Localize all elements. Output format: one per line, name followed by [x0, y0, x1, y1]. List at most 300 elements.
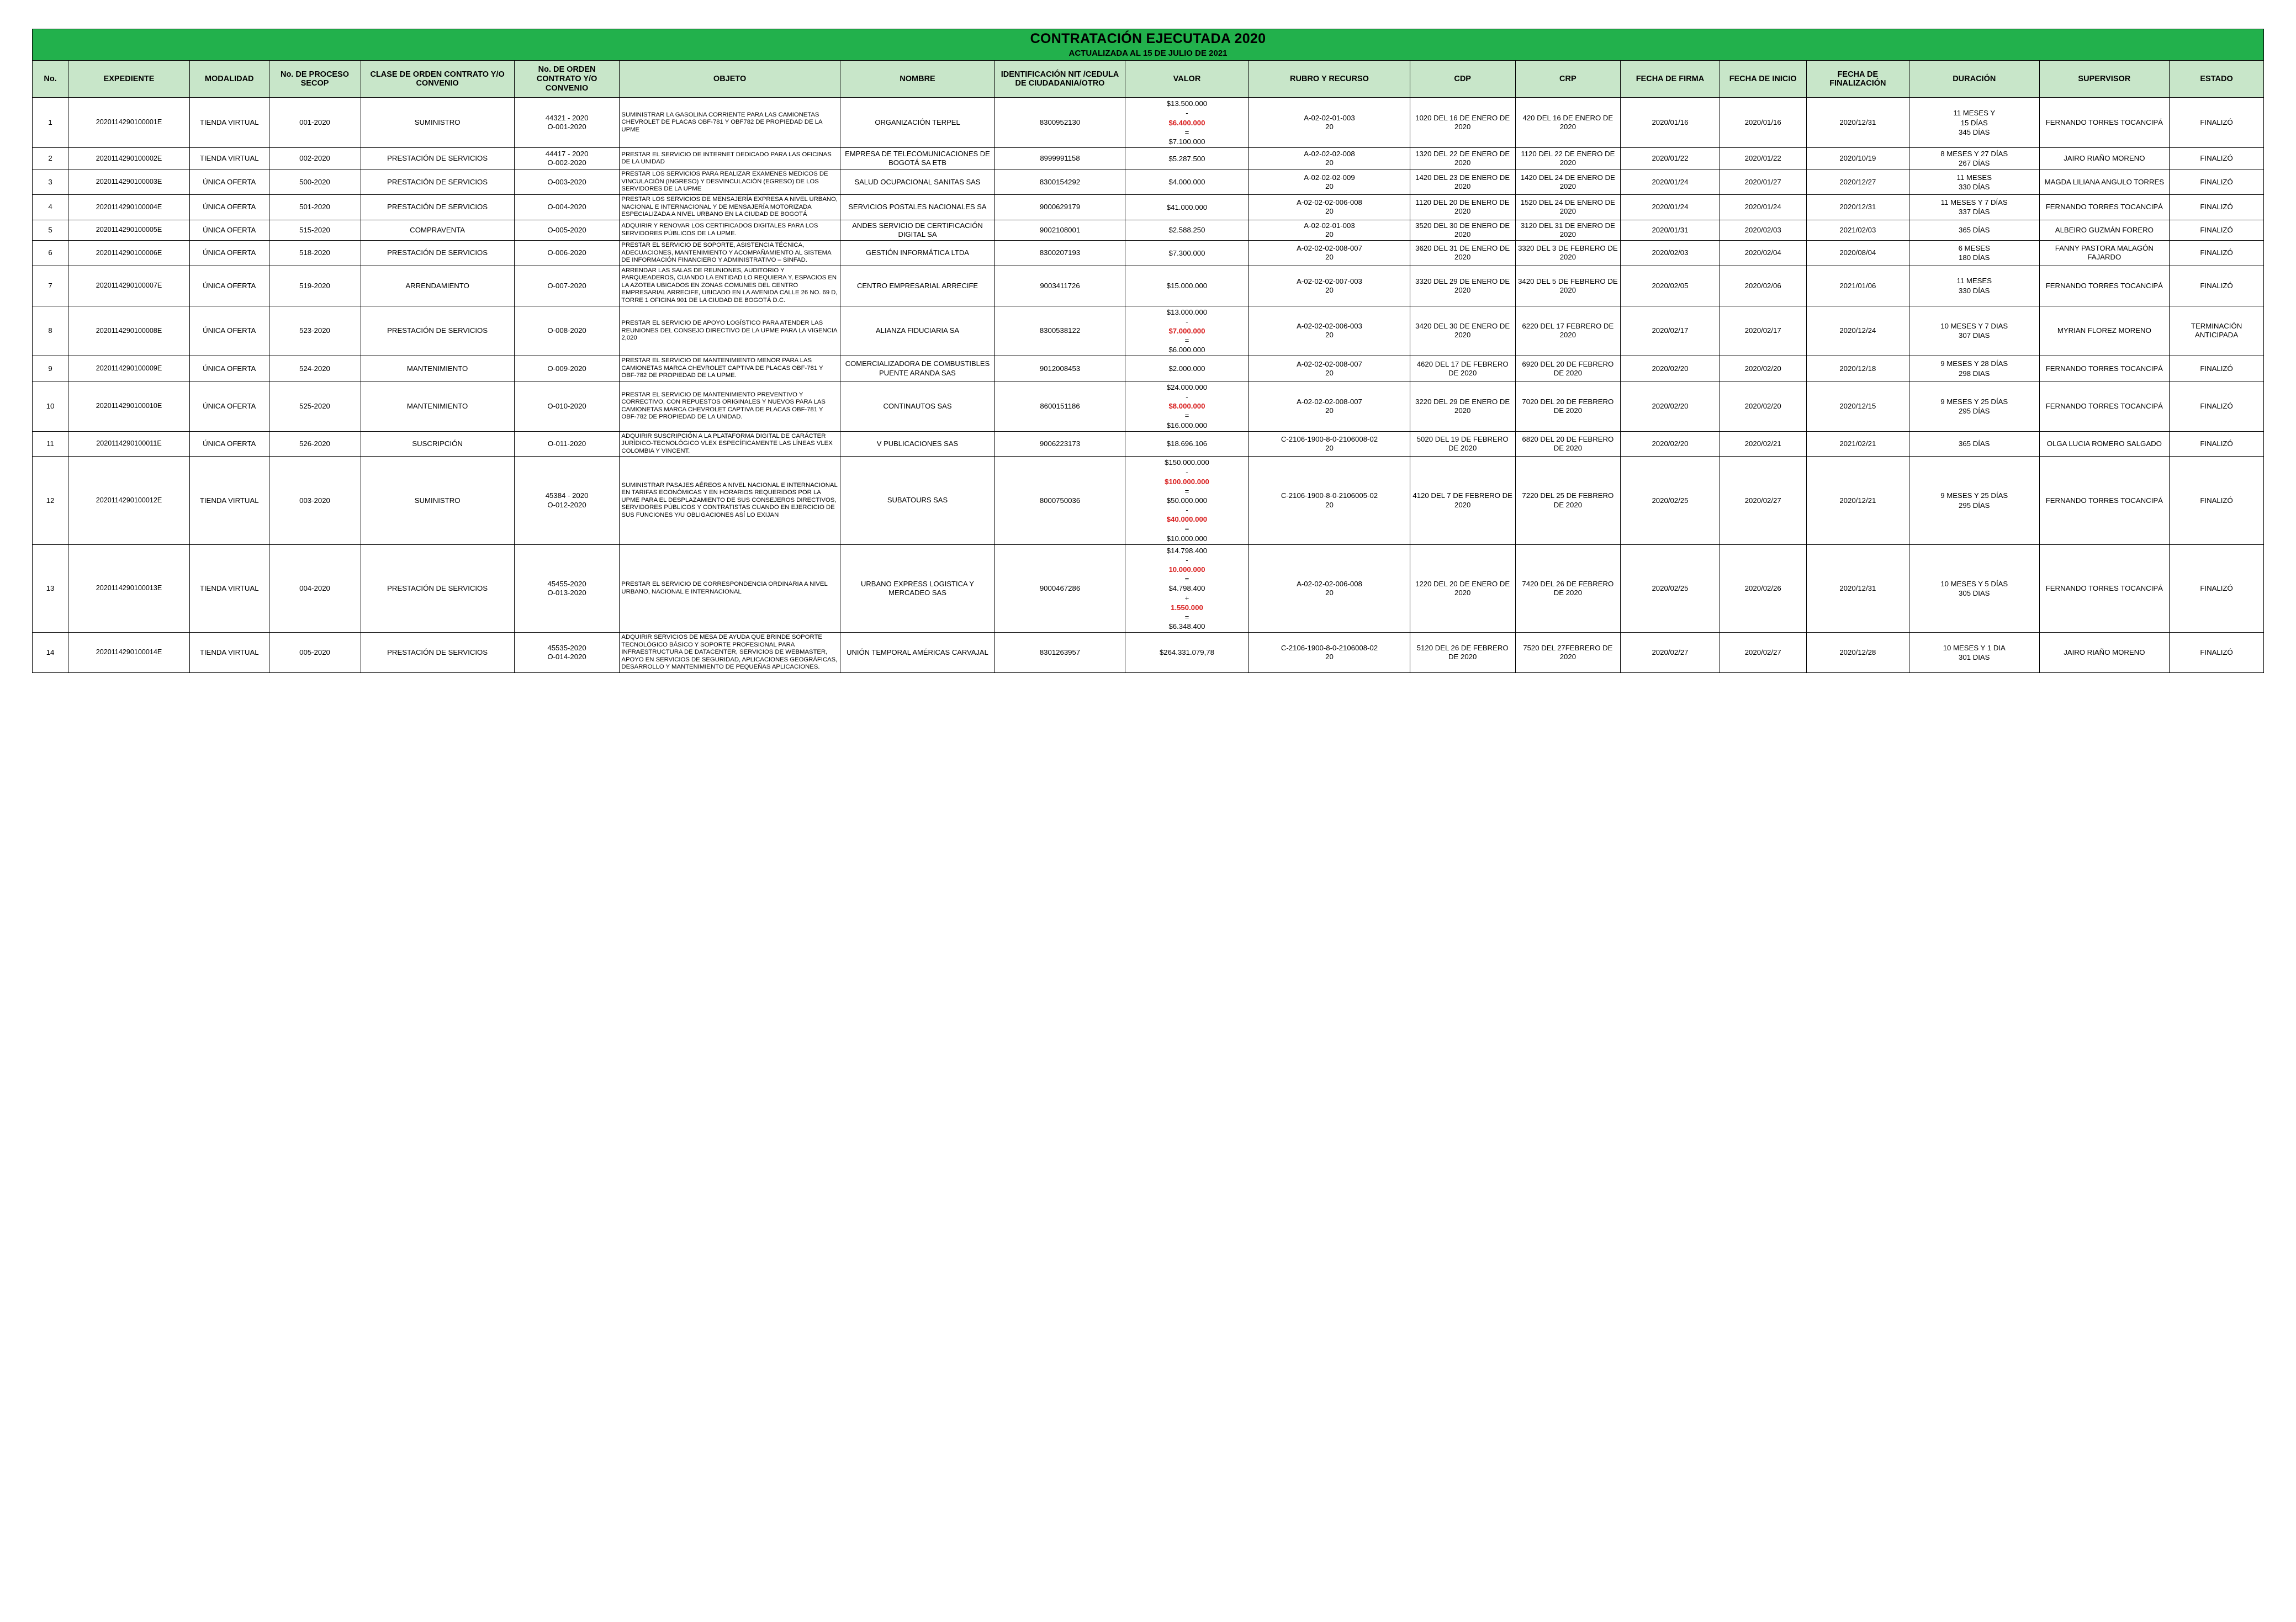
cell-secop: 515-2020: [269, 220, 361, 241]
cell-expediente: 2020114290100003E: [68, 169, 190, 195]
cell-orden: 45535-2020 O-014-2020: [514, 633, 620, 673]
cell-fecha-inicio: 2020/01/27: [1720, 169, 1806, 195]
cell-nombre: SUBATOURS SAS: [840, 457, 994, 544]
cell-rubro: A-02-02-02-006-008 20: [1249, 194, 1410, 220]
table-row: [33, 169, 2264, 195]
cell-nombre: ALIANZA FIDUCIARIA SA: [840, 306, 994, 356]
table-row: [33, 266, 2264, 306]
cell-orden: 45384 - 2020 O-012-2020: [514, 457, 620, 544]
cell-expediente: 2020114290100002E: [68, 148, 190, 169]
col-header-expediente: EXPEDIENTE: [68, 61, 190, 98]
cell-cdp: 3220 DEL 29 DE ENERO DE 2020: [1410, 381, 1515, 431]
valor-line: -: [1186, 317, 1188, 326]
cell-supervisor: FERNANDO TORRES TOCANCIPÁ: [2039, 381, 2170, 431]
cell-fecha-firma: 2020/02/17: [1621, 306, 1720, 356]
cell-expediente: 2020114290100013E: [68, 544, 190, 632]
table-header: [33, 61, 2264, 98]
cell-nombre: EMPRESA DE TELECOMUNICACIONES DE BOGOTÁ SA ETB: [840, 148, 994, 169]
cell-expediente: 2020114290100004E: [68, 194, 190, 220]
cell-duracion: 9 MESES Y 28 DÍAS 298 DIAS: [1909, 356, 2039, 381]
col-header-crp: CRP: [1515, 61, 1621, 98]
document-title-cell: [33, 29, 2264, 61]
cell-crp: 6820 DEL 20 DE FEBRERO DE 2020: [1515, 431, 1621, 457]
cell-expediente: 2020114290100012E: [68, 457, 190, 544]
cell-secop: 004-2020: [269, 544, 361, 632]
cell-nombre: UNIÓN TEMPORAL AMÉRICAS CARVAJAL: [840, 633, 994, 673]
cell-crp: 1520 DEL 24 DE ENERO DE 2020: [1515, 194, 1621, 220]
cell-clase: SUSCRIPCIÓN: [361, 431, 514, 457]
cell-fecha-inicio: 2020/02/27: [1720, 457, 1806, 544]
cell-valor: [1125, 381, 1248, 431]
cell-secop: 519-2020: [269, 266, 361, 306]
cell-orden: O-007-2020: [514, 266, 620, 306]
cell-fecha-firma: 2020/02/20: [1621, 431, 1720, 457]
cell-orden: O-009-2020: [514, 356, 620, 381]
cell-identificacion: 8999991158: [995, 148, 1125, 169]
cell-identificacion: 8600151186: [995, 381, 1125, 431]
cell-rubro: C-2106-1900-8-0-2106005-02 20: [1249, 457, 1410, 544]
cell-fecha-finalizacion: 2020/12/15: [1806, 381, 1909, 431]
cell-valor: [1125, 169, 1248, 195]
cell-nombre: SERVICIOS POSTALES NACIONALES SA: [840, 194, 994, 220]
cell-orden: 45455-2020 O-013-2020: [514, 544, 620, 632]
cell-estado: FINALIZÓ: [2170, 381, 2264, 431]
cell-nombre: ANDES SERVICIO DE CERTIFICACIÓN DIGITAL SA: [840, 220, 994, 241]
cell-crp: 1420 DEL 24 DE ENERO DE 2020: [1515, 169, 1621, 195]
cell-clase: PRESTACIÓN DE SERVICIOS: [361, 148, 514, 169]
cell-objeto: PRESTAR LOS SERVICIOS DE MENSAJERÍA EXPRESA A NIVEL URBANO, NACIONAL E INTERNACIONAL Y DE MENSAJERÍA MOTORIZADA ESPECIALIZADA A NIVEL URBANO EN LA CIUDAD DE BOGOTÁ: [620, 194, 840, 220]
cell-duracion: 365 DÍAS: [1909, 431, 2039, 457]
valor-line: -: [1186, 506, 1188, 515]
cell-fecha-inicio: 2020/02/26: [1720, 544, 1806, 632]
cell-fecha-finalizacion: 2020/12/28: [1806, 633, 1909, 673]
cell-rubro: A-02-02-02-006-003 20: [1249, 306, 1410, 356]
cell-orden: O-005-2020: [514, 220, 620, 241]
cell-secop: 003-2020: [269, 457, 361, 544]
cell-fecha-finalizacion: 2020/12/21: [1806, 457, 1909, 544]
cell-supervisor: ALBEIRO GUZMÁN FORERO: [2039, 220, 2170, 241]
cell-nombre: COMERCIALIZADORA DE COMBUSTIBLES PUENTE ARANDA SAS: [840, 356, 994, 381]
valor-line: $50.000.000: [1166, 496, 1208, 505]
cell-supervisor: FERNANDO TORRES TOCANCIPÁ: [2039, 266, 2170, 306]
cell-estado: FINALIZÓ: [2170, 457, 2264, 544]
cell-fecha-finalizacion: 2020/10/19: [1806, 148, 1909, 169]
valor-line: $40.000.000: [1166, 515, 1208, 524]
table-row: [33, 544, 2264, 632]
cell-objeto: PRESTAR EL SERVICIO DE SOPORTE, ASISTENCIA TÉCNICA, ADECUACIONES, MANTENIMIENTO Y ACOMPAÑAMIENTO AL SISTEMA DE INFORMACIÓN FINANCIERO Y ADMINISTRATIVO – SINFAD.: [620, 241, 840, 266]
cell-duracion: 11 MESES Y 15 DÍAS 345 DÍAS: [1909, 98, 2039, 148]
cell-no: 8: [33, 306, 68, 356]
cell-fecha-finalizacion: 2021/02/03: [1806, 220, 1909, 241]
cell-fecha-inicio: 2020/01/24: [1720, 194, 1806, 220]
cell-estado: FINALIZÓ: [2170, 98, 2264, 148]
cell-fecha-firma: 2020/02/25: [1621, 544, 1720, 632]
cell-clase: PRESTACIÓN DE SERVICIOS: [361, 306, 514, 356]
cell-identificacion: 9006223173: [995, 431, 1125, 457]
cell-duracion: 6 MESES 180 DÍAS: [1909, 241, 2039, 266]
valor-line: -: [1186, 109, 1188, 118]
cell-fecha-inicio: 2020/02/03: [1720, 220, 1806, 241]
cell-valor: [1125, 98, 1248, 148]
cell-objeto: PRESTAR LOS SERVICIOS PARA REALIZAR EXAMENES MEDICOS DE VINCULACIÓN (INGRESO) Y DESVINCULACIÓN (EGRESO) DE LOS SERVIDORES DE LA UPME: [620, 169, 840, 195]
col-header-secop: No. DE PROCESO SECOP: [269, 61, 361, 98]
cell-supervisor: FERNANDO TORRES TOCANCIPÁ: [2039, 457, 2170, 544]
cell-valor: [1125, 194, 1248, 220]
cell-estado: FINALIZÓ: [2170, 220, 2264, 241]
cell-clase: COMPRAVENTA: [361, 220, 514, 241]
cell-supervisor: JAIRO RIAÑO MORENO: [2039, 148, 2170, 169]
cell-identificacion: 9002108001: [995, 220, 1125, 241]
cell-fecha-finalizacion: 2020/12/24: [1806, 306, 1909, 356]
cell-crp: 1120 DEL 22 DE ENERO DE 2020: [1515, 148, 1621, 169]
table-row: [33, 431, 2264, 457]
table-row: [33, 220, 2264, 241]
valor-line: -: [1186, 468, 1188, 476]
valor-line: =: [1184, 524, 1189, 533]
col-header-fecha-firma: FECHA DE FIRMA: [1621, 61, 1720, 98]
cell-crp: 7520 DEL 27FEBRERO DE 2020: [1515, 633, 1621, 673]
valor-line: $100.000.000: [1165, 477, 1209, 486]
cell-identificacion: 9012008453: [995, 356, 1125, 381]
cell-cdp: 4120 DEL 7 DE FEBRERO DE 2020: [1410, 457, 1515, 544]
cell-supervisor: FERNANDO TORRES TOCANCIPÁ: [2039, 544, 2170, 632]
cell-duracion: 10 MESES Y 5 DÍAS 305 DIAS: [1909, 544, 2039, 632]
valor-line: $15.000.000: [1166, 282, 1208, 290]
cell-valor: [1125, 148, 1248, 169]
cell-objeto: ARRENDAR LAS SALAS DE REUNIONES, AUDITORIO Y PARQUEADEROS, CUANDO LA ENTIDAD LO REQUIERA Y, ESPACIOS EN LA AZOTEA UBICADOS EN ZONAS COMUNES DEL CENTRO EMPRESARIAL ARRECIFE, UBICADO EN LA AVENIDA CALLE 26 NO. 69 D, TORRE 1 OFICINA 901 DE LA CIUDAD DE BOGOTÁ D.C.: [620, 266, 840, 306]
cell-no: 5: [33, 220, 68, 241]
cell-fecha-firma: 2020/01/16: [1621, 98, 1720, 148]
cell-expediente: 2020114290100005E: [68, 220, 190, 241]
valor-line: $264.331.079,78: [1159, 648, 1214, 657]
cell-crp: 7420 DEL 26 DE FEBRERO DE 2020: [1515, 544, 1621, 632]
cell-modalidad: ÚNICA OFERTA: [189, 266, 269, 306]
cell-estado: FINALIZÓ: [2170, 266, 2264, 306]
cell-objeto: ADQUIRIR SUSCRIPCIÓN A LA PLATAFORMA DIGITAL DE CARÁCTER JURÍDICO-TECNOLÓGICO VLEX ESPECÍFICAMENTE LAS LÍNEAS VLEX COLOMBIA Y VINCENT.: [620, 431, 840, 457]
valor-line: =: [1184, 612, 1189, 621]
cell-identificacion: 9000629179: [995, 194, 1125, 220]
cell-cdp: 1020 DEL 16 DE ENERO DE 2020: [1410, 98, 1515, 148]
cell-supervisor: MAGDA LILIANA ANGULO TORRES: [2039, 169, 2170, 195]
col-header-rubro: RUBRO Y RECURSO: [1249, 61, 1410, 98]
table-row: [33, 148, 2264, 169]
cell-objeto: PRESTAR EL SERVICIO DE APOYO LOGÍSTICO PARA ATENDER LAS REUNIONES DEL CONSEJO DIRECTIVO DE LA UPME PARA LA VIGENCIA 2,020: [620, 306, 840, 356]
cell-valor: [1125, 266, 1248, 306]
cell-fecha-firma: 2020/02/25: [1621, 457, 1720, 544]
cell-fecha-inicio: 2020/02/06: [1720, 266, 1806, 306]
cell-valor: [1125, 241, 1248, 266]
valor-line: =: [1184, 575, 1189, 584]
cell-modalidad: TIENDA VIRTUAL: [189, 98, 269, 148]
cell-expediente: 2020114290100010E: [68, 381, 190, 431]
cell-fecha-firma: 2020/02/05: [1621, 266, 1720, 306]
cell-secop: 002-2020: [269, 148, 361, 169]
cell-estado: TERMINACIÓN ANTICIPADA: [2170, 306, 2264, 356]
valor-line: -: [1186, 393, 1188, 401]
table-row: [33, 356, 2264, 381]
valor-line: $150.000.000: [1165, 458, 1209, 467]
cell-orden: O-008-2020: [514, 306, 620, 356]
cell-supervisor: MYRIAN FLOREZ MORENO: [2039, 306, 2170, 356]
cell-modalidad: ÚNICA OFERTA: [189, 241, 269, 266]
col-header-orden: No. DE ORDEN CONTRATO Y/O CONVENIO: [514, 61, 620, 98]
cell-crp: 3320 DEL 3 DE FEBRERO DE 2020: [1515, 241, 1621, 266]
table-row: [33, 633, 2264, 673]
cell-nombre: CENTRO EMPRESARIAL ARRECIFE: [840, 266, 994, 306]
cell-duracion: 10 MESES Y 1 DIA 301 DIAS: [1909, 633, 2039, 673]
cell-crp: 6220 DEL 17 FEBRERO DE 2020: [1515, 306, 1621, 356]
cell-cdp: 4620 DEL 17 DE FEBRERO DE 2020: [1410, 356, 1515, 381]
cell-fecha-inicio: 2020/01/22: [1720, 148, 1806, 169]
col-header-fecha-inicio: FECHA DE INICIO: [1720, 61, 1806, 98]
col-header-clase: CLASE DE ORDEN CONTRATO Y/O CONVENIO: [361, 61, 514, 98]
valor-line: $2.588.250: [1168, 226, 1205, 235]
valor-line: $18.696.106: [1166, 439, 1208, 448]
cell-objeto: ADQUIRIR SERVICIOS DE MESA DE AYUDA QUE BRINDE SOPORTE TECNOLÓGICO BÁSICO Y SOPORTE PROFESIONAL PARA INFRAESTRUCTURA DE DATACENTER, SERVICIOS DE WEBMASTER, APOYO EN SERVICIOS DE SEGURIDAD, APLICACIONES GEOGRÁFICAS, DESARROLLO Y MANTENIMIENTO DE PEQUEÑAS APLICACIONES.: [620, 633, 840, 673]
cell-supervisor: FERNANDO TORRES TOCANCIPÁ: [2039, 98, 2170, 148]
cell-clase: ARRENDAMIENTO: [361, 266, 514, 306]
cell-orden: 44417 - 2020 O-002-2020: [514, 148, 620, 169]
cell-valor: [1125, 220, 1248, 241]
cell-no: 7: [33, 266, 68, 306]
table-row: [33, 381, 2264, 431]
table-row: [33, 457, 2264, 544]
cell-fecha-inicio: 2020/02/04: [1720, 241, 1806, 266]
cell-supervisor: OLGA LUCIA ROMERO SALGADO: [2039, 431, 2170, 457]
cell-estado: FINALIZÓ: [2170, 148, 2264, 169]
valor-line: $7.100.000: [1168, 137, 1205, 146]
cell-expediente: 2020114290100009E: [68, 356, 190, 381]
cell-no: 9: [33, 356, 68, 381]
cell-valor: [1125, 544, 1248, 632]
cell-secop: 501-2020: [269, 194, 361, 220]
valor-line: $4.000.000: [1168, 178, 1205, 187]
cell-estado: FINALIZÓ: [2170, 633, 2264, 673]
cell-fecha-finalizacion: 2020/08/04: [1806, 241, 1909, 266]
cell-fecha-inicio: 2020/02/20: [1720, 356, 1806, 381]
valor-line: $13.500.000: [1166, 99, 1208, 108]
cell-clase: SUMINISTRO: [361, 457, 514, 544]
col-header-modalidad: MODALIDAD: [189, 61, 269, 98]
col-header-cdp: CDP: [1410, 61, 1515, 98]
cell-objeto: SUMINISTRAR LA GASOLINA CORRIENTE PARA LAS CAMIONETAS CHEVROLET DE PLACAS OBF-781 Y OBF782 DE PROPIEDAD DE LA UPME: [620, 98, 840, 148]
cell-rubro: A-02-02-02-008-007 20: [1249, 356, 1410, 381]
document-subtitle: ACTUALIZADA AL 15 DE JULIO DE 2021: [1068, 49, 1228, 59]
valor-line: $6.348.400: [1168, 622, 1205, 630]
cell-rubro: A-02-02-02-008-007 20: [1249, 381, 1410, 431]
cell-fecha-firma: 2020/01/24: [1621, 194, 1720, 220]
valor-line: $5.287.500: [1168, 154, 1205, 163]
cell-fecha-inicio: 2020/02/21: [1720, 431, 1806, 457]
cell-fecha-firma: 2020/02/27: [1621, 633, 1720, 673]
col-header-estado: ESTADO: [2170, 61, 2264, 98]
cell-orden: O-004-2020: [514, 194, 620, 220]
cell-rubro: A-02-02-02-008 20: [1249, 148, 1410, 169]
cell-valor: [1125, 633, 1248, 673]
cell-modalidad: TIENDA VIRTUAL: [189, 633, 269, 673]
cell-fecha-firma: 2020/02/20: [1621, 356, 1720, 381]
cell-secop: 523-2020: [269, 306, 361, 356]
cell-supervisor: FANNY PASTORA MALAGÓN FAJARDO: [2039, 241, 2170, 266]
cell-no: 11: [33, 431, 68, 457]
valor-line: $8.000.000: [1168, 402, 1205, 411]
cell-fecha-finalizacion: 2021/01/06: [1806, 266, 1909, 306]
cell-identificacion: 8300538122: [995, 306, 1125, 356]
cell-expediente: 2020114290100014E: [68, 633, 190, 673]
cell-estado: FINALIZÓ: [2170, 544, 2264, 632]
cell-objeto: ADQUIRIR Y RENOVAR LOS CERTIFICADOS DIGITALES PARA LOS SERVIDORES PÚBLICOS DE LA UPME.: [620, 220, 840, 241]
cell-estado: FINALIZÓ: [2170, 431, 2264, 457]
cell-estado: FINALIZÓ: [2170, 356, 2264, 381]
cell-fecha-firma: 2020/01/22: [1621, 148, 1720, 169]
valor-line: 10.000.000: [1168, 565, 1205, 574]
cell-nombre: V PUBLICACIONES SAS: [840, 431, 994, 457]
cell-duracion: 8 MESES Y 27 DÍAS 267 DÍAS: [1909, 148, 2039, 169]
cell-fecha-inicio: 2020/01/16: [1720, 98, 1806, 148]
valor-line: =: [1184, 128, 1189, 136]
cell-fecha-inicio: 2020/02/27: [1720, 633, 1806, 673]
cell-expediente: 2020114290100011E: [68, 431, 190, 457]
cell-expediente: 2020114290100001E: [68, 98, 190, 148]
valor-line: +: [1184, 593, 1189, 602]
cell-clase: MANTENIMIENTO: [361, 356, 514, 381]
cell-duracion: 11 MESES Y 7 DÍAS 337 DÍAS: [1909, 194, 2039, 220]
cell-clase: PRESTACIÓN DE SERVICIOS: [361, 169, 514, 195]
cell-identificacion: 8000750036: [995, 457, 1125, 544]
cell-secop: 500-2020: [269, 169, 361, 195]
col-header-supervisor: SUPERVISOR: [2039, 61, 2170, 98]
cell-clase: PRESTACIÓN DE SERVICIOS: [361, 544, 514, 632]
cell-cdp: 1320 DEL 22 DE ENERO DE 2020: [1410, 148, 1515, 169]
cell-modalidad: TIENDA VIRTUAL: [189, 457, 269, 544]
cell-identificacion: 8300207193: [995, 241, 1125, 266]
table-body: [33, 98, 2264, 673]
valor-line: $16.000.000: [1166, 421, 1208, 430]
cell-estado: FINALIZÓ: [2170, 241, 2264, 266]
cell-rubro: C-2106-1900-8-0-2106008-02 20: [1249, 431, 1410, 457]
cell-orden: O-006-2020: [514, 241, 620, 266]
cell-rubro: A-02-02-02-009 20: [1249, 169, 1410, 195]
cell-rubro: A-02-02-02-007-003 20: [1249, 266, 1410, 306]
cell-modalidad: ÚNICA OFERTA: [189, 194, 269, 220]
cell-valor: [1125, 356, 1248, 381]
valor-line: -: [1186, 555, 1188, 564]
cell-fecha-inicio: 2020/02/20: [1720, 381, 1806, 431]
cell-cdp: 3520 DEL 30 DE ENERO DE 2020: [1410, 220, 1515, 241]
cell-nombre: GESTIÓN INFORMÁTICA LTDA: [840, 241, 994, 266]
valor-line: $7.000.000: [1168, 326, 1205, 335]
table-row: [33, 306, 2264, 356]
valor-line: 1.550.000: [1171, 603, 1203, 612]
cell-identificacion: 9003411726: [995, 266, 1125, 306]
cell-orden: O-011-2020: [514, 431, 620, 457]
contracts-table: [32, 29, 2264, 673]
cell-expediente: 2020114290100007E: [68, 266, 190, 306]
cell-objeto: SUMINISTRAR PASAJES AÉREOS A NIVEL NACIONAL E INTERNACIONAL EN TARIFAS ECONÓMICAS Y EN HORARIOS REQUERIDOS POR LA UPME PARA EL DESPLAZAMIENTO DE SUS CONSEJEROS DIRECTIVOS, SERVIDORES PÚBLICOS Y CONTRATISTAS CUANDO EN EJERCICIO DE SUS FUNCIONES Y/U OBLIGACIONES ASÍ LO EXIJAN: [620, 457, 840, 544]
cell-crp: 420 DEL 16 DE ENERO DE 2020: [1515, 98, 1621, 148]
table-row: [33, 194, 2264, 220]
valor-line: $6.400.000: [1168, 118, 1205, 127]
cell-clase: PRESTACIÓN DE SERVICIOS: [361, 633, 514, 673]
document-title: CONTRATACIÓN EJECUTADA 2020: [1030, 31, 1266, 46]
valor-line: $7.300.000: [1168, 248, 1205, 257]
cell-rubro: A-02-02-01-003 20: [1249, 98, 1410, 148]
cell-estado: FINALIZÓ: [2170, 194, 2264, 220]
cell-cdp: 5120 DEL 26 DE FEBRERO DE 2020: [1410, 633, 1515, 673]
cell-modalidad: TIENDA VIRTUAL: [189, 544, 269, 632]
cell-objeto: PRESTAR EL SERVICIO DE MANTENIMIENTO MENOR PARA LAS CAMIONETAS MARCA CHEVROLET CAPTIVA DE PLACAS OBF-781 Y OBF-782 DE PROPIEDAD DE LA UPME.: [620, 356, 840, 381]
cell-modalidad: ÚNICA OFERTA: [189, 169, 269, 195]
valor-line: =: [1184, 411, 1189, 420]
col-header-objeto: OBJETO: [620, 61, 840, 98]
cell-modalidad: ÚNICA OFERTA: [189, 381, 269, 431]
cell-secop: 525-2020: [269, 381, 361, 431]
valor-line: $24.000.000: [1166, 383, 1208, 391]
cell-crp: 3420 DEL 5 DE FEBRERO DE 2020: [1515, 266, 1621, 306]
col-header-nombre: NOMBRE: [840, 61, 994, 98]
cell-duracion: 11 MESES 330 DÍAS: [1909, 169, 2039, 195]
cell-supervisor: FERNANDO TORRES TOCANCIPÁ: [2039, 194, 2170, 220]
cell-secop: 001-2020: [269, 98, 361, 148]
cell-expediente: 2020114290100008E: [68, 306, 190, 356]
title-row: [33, 29, 2264, 61]
cell-duracion: 9 MESES Y 25 DÍAS 295 DÍAS: [1909, 381, 2039, 431]
col-header-duracion: DURACIÓN: [1909, 61, 2039, 98]
cell-modalidad: TIENDA VIRTUAL: [189, 148, 269, 169]
cell-expediente: 2020114290100006E: [68, 241, 190, 266]
valor-line: $41.000.000: [1166, 203, 1208, 211]
cell-fecha-finalizacion: 2020/12/31: [1806, 194, 1909, 220]
cell-fecha-finalizacion: 2021/02/21: [1806, 431, 1909, 457]
cell-nombre: ORGANIZACIÓN TERPEL: [840, 98, 994, 148]
cell-cdp: 5020 DEL 19 DE FEBRERO DE 2020: [1410, 431, 1515, 457]
cell-no: 3: [33, 169, 68, 195]
cell-crp: 6920 DEL 20 DE FEBRERO DE 2020: [1515, 356, 1621, 381]
cell-duracion: 9 MESES Y 25 DÍAS 295 DÍAS: [1909, 457, 2039, 544]
col-header-identificacion: IDENTIFICACIÓN NIT /CEDULA DE CIUDADANIA/OTRO: [995, 61, 1125, 98]
cell-fecha-finalizacion: 2020/12/18: [1806, 356, 1909, 381]
cell-objeto: PRESTAR EL SERVICIO DE MANTENIMIENTO PREVENTIVO Y CORRECTIVO, CON REPUESTOS ORIGINALES Y NUEVOS PARA LAS CAMIONETAS MARCA CHEVROLET CAPTIVA DE PLACAS OBF-781 Y OBF-782 DE PROPIEDAD DE LA UNIDAD.: [620, 381, 840, 431]
cell-secop: 526-2020: [269, 431, 361, 457]
cell-secop: 518-2020: [269, 241, 361, 266]
cell-valor: [1125, 457, 1248, 544]
cell-nombre: CONTINAUTOS SAS: [840, 381, 994, 431]
cell-crp: 3120 DEL 31 DE ENERO DE 2020: [1515, 220, 1621, 241]
cell-cdp: 3420 DEL 30 DE ENERO DE 2020: [1410, 306, 1515, 356]
valor-line: $10.000.000: [1166, 534, 1208, 543]
cell-rubro: A-02-02-01-003 20: [1249, 220, 1410, 241]
cell-cdp: 1220 DEL 20 DE ENERO DE 2020: [1410, 544, 1515, 632]
cell-cdp: 3320 DEL 29 DE ENERO DE 2020: [1410, 266, 1515, 306]
cell-rubro: C-2106-1900-8-0-2106008-02 20: [1249, 633, 1410, 673]
cell-objeto: PRESTAR EL SERVICIO DE INTERNET DEDICADO PARA LAS OFICINAS DE LA UNIDAD: [620, 148, 840, 169]
valor-line: $4.798.400: [1168, 584, 1205, 593]
col-header-valor: VALOR: [1125, 61, 1248, 98]
cell-fecha-inicio: 2020/02/17: [1720, 306, 1806, 356]
cell-identificacion: 8301263957: [995, 633, 1125, 673]
cell-estado: FINALIZÓ: [2170, 169, 2264, 195]
cell-secop: 005-2020: [269, 633, 361, 673]
cell-fecha-finalizacion: 2020/12/31: [1806, 544, 1909, 632]
cell-clase: PRESTACIÓN DE SERVICIOS: [361, 194, 514, 220]
table-row: [33, 98, 2264, 148]
cell-no: 14: [33, 633, 68, 673]
cell-modalidad: ÚNICA OFERTA: [189, 356, 269, 381]
cell-no: 12: [33, 457, 68, 544]
cell-crp: 7220 DEL 25 DE FEBRERO DE 2020: [1515, 457, 1621, 544]
cell-identificacion: 9000467286: [995, 544, 1125, 632]
cell-clase: SUMINISTRO: [361, 98, 514, 148]
